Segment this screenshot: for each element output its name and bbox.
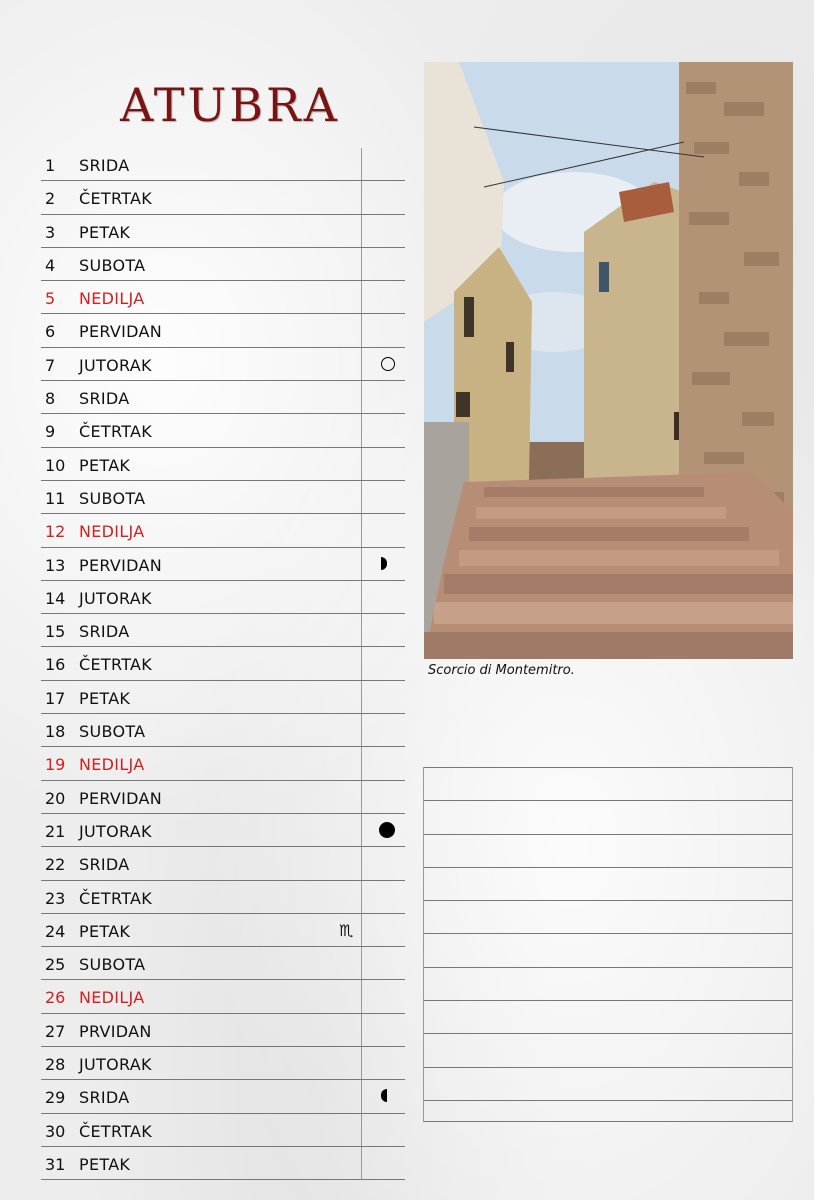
scorpio-zodiac-icon: ♏ [339,920,354,940]
column-divider [361,1014,362,1046]
day-number: 13 [45,555,66,575]
column-divider [361,947,362,979]
first-quarter-moon-icon [381,557,387,570]
day-number: 20 [45,788,66,808]
column-divider [361,381,362,413]
column-divider [361,448,362,480]
day-number: 1 [45,156,56,175]
day-number: 10 [45,455,66,475]
day-row-sunday [41,747,405,780]
day-row-sunday [41,980,405,1013]
column-divider [361,414,362,446]
day-row [41,1147,405,1180]
column-divider [361,747,362,779]
column-divider [361,548,362,580]
day-number: 28 [45,1055,66,1075]
day-row [41,348,405,381]
day-name: ČETRTAK [79,655,153,675]
day-name: SRIDA [79,855,130,875]
last-quarter-moon-icon [381,1089,387,1102]
day-name: JUTORAK [79,355,152,375]
day-number: 23 [45,888,66,908]
day-number: 9 [45,422,56,442]
column-divider [361,348,362,380]
day-number: 21 [45,821,66,841]
day-number: 18 [45,722,66,742]
day-row [41,248,405,281]
day-row [41,781,405,814]
day-number: 3 [45,222,56,242]
day-name: JUTORAK [79,821,152,841]
day-name: SUBOTA [79,255,146,275]
day-number: 11 [45,488,66,508]
column-divider [361,314,362,346]
day-name: ČETRTAK [79,189,153,209]
column-divider [361,481,362,513]
column-divider [361,1080,362,1112]
day-row [41,614,405,647]
day-name: JUTORAK [79,1055,152,1075]
new-moon-icon [379,822,395,838]
day-row [41,448,405,481]
day-number: 31 [45,1154,66,1174]
column-divider [361,847,362,879]
day-name: JUTORAK [79,588,152,608]
day-name: PERVIDAN [79,322,163,342]
day-name: SRIDA [79,1088,130,1108]
month-title: ATUBRA [120,78,340,132]
day-list [41,148,405,1180]
notes-frame [423,767,793,1122]
day-row [41,914,405,947]
column-divider [361,714,362,746]
day-name: PETAK [79,1154,131,1174]
day-row [41,647,405,680]
day-row [41,481,405,514]
day-number: 4 [45,255,56,275]
day-row [41,215,405,248]
day-row [41,581,405,614]
day-row [41,714,405,747]
day-row-sunday [41,514,405,547]
day-number: 22 [45,855,66,875]
day-name: NEDILJA [79,522,145,542]
column-divider [361,215,362,247]
day-row [41,881,405,914]
day-name: ČETRTAK [79,1121,153,1141]
day-number: 19 [45,755,66,775]
day-number: 14 [45,588,66,608]
column-divider [361,914,362,946]
column-divider [361,1114,362,1146]
day-row [41,681,405,714]
day-number: 7 [45,355,56,375]
day-row [41,814,405,847]
day-number: 15 [45,622,66,642]
day-number: 24 [45,921,66,941]
day-row [41,548,405,581]
day-number: 27 [45,1021,66,1041]
day-name: NEDILJA [79,755,145,775]
column-divider [361,814,362,846]
column-divider [361,581,362,613]
day-name: PERVIDAN [79,788,163,808]
day-row [41,1080,405,1113]
day-number: 30 [45,1121,66,1141]
day-number: 26 [45,988,66,1008]
day-name: PETAK [79,455,131,475]
day-row [41,847,405,880]
photo-caption: Scorcio di Montemitro. [428,663,575,678]
day-name: PETAK [79,921,131,941]
day-number: 5 [45,289,56,309]
day-row [41,414,405,447]
day-row [41,314,405,347]
column-divider [361,614,362,646]
day-number: 12 [45,522,66,542]
full-moon-icon [381,357,395,371]
day-number: 8 [45,389,56,409]
day-row [41,1014,405,1047]
day-name: SUBOTA [79,722,146,742]
day-name: SUBOTA [79,955,146,975]
column-divider [361,1047,362,1079]
column-divider [361,781,362,813]
column-divider [361,248,362,280]
day-name: NEDILJA [79,988,145,1008]
day-number: 16 [45,655,66,675]
day-row-sunday [41,281,405,314]
day-row [41,181,405,214]
column-divider [361,681,362,713]
day-name: ČETRTAK [79,888,153,908]
day-name: PETAK [79,222,131,242]
column-divider [361,881,362,913]
day-name: PERVIDAN [79,555,163,575]
day-number: 6 [45,322,56,342]
day-number: 29 [45,1088,66,1108]
column-divider [361,514,362,546]
day-number: 17 [45,688,66,708]
street-stairs-photo [424,62,793,659]
column-divider [361,281,362,313]
column-divider [361,1147,362,1179]
column-divider [361,181,362,213]
day-row [41,148,405,181]
day-name: ČETRTAK [79,422,153,442]
day-row [41,1114,405,1147]
day-name: NEDILJA [79,289,145,309]
column-divider [361,980,362,1012]
day-name: SRIDA [79,389,130,409]
day-name: SRIDA [79,622,130,642]
day-name: PRVIDAN [79,1021,152,1041]
column-divider [361,647,362,679]
day-name: PETAK [79,688,131,708]
day-number: 25 [45,955,66,975]
day-row [41,1047,405,1080]
day-row [41,947,405,980]
day-row [41,381,405,414]
day-name: SRIDA [79,156,130,175]
day-number: 2 [45,189,56,209]
column-divider [361,148,362,180]
day-name: SUBOTA [79,488,146,508]
